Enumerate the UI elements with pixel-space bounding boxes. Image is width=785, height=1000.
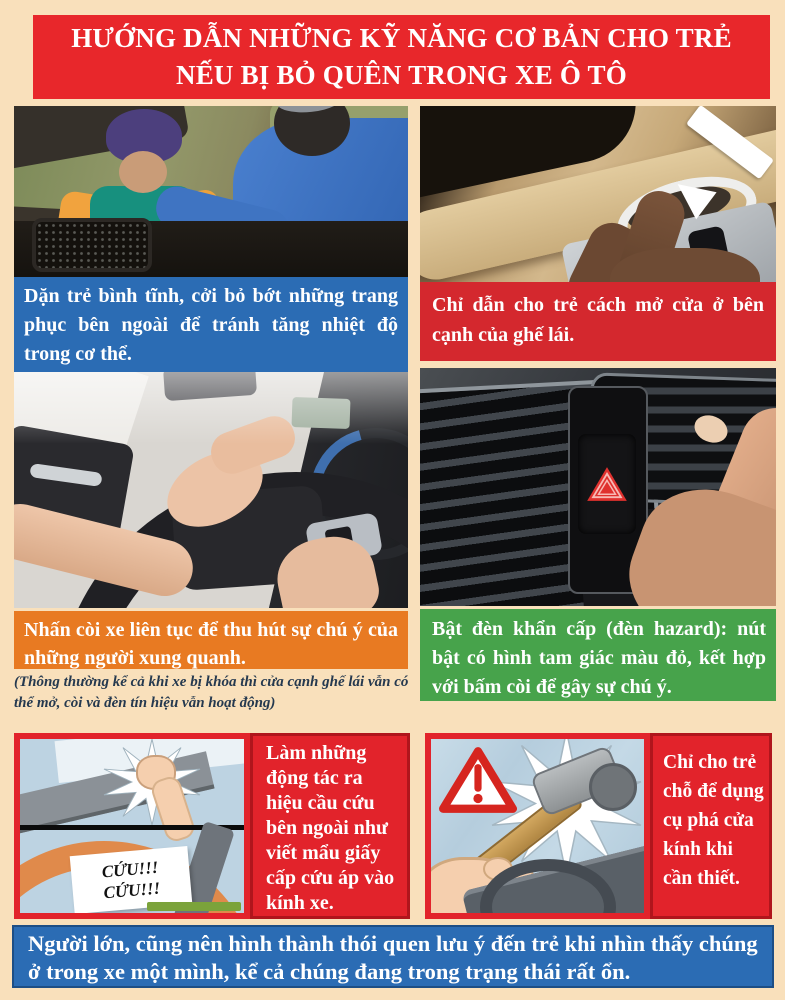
hazard-triangle-icon — [585, 464, 629, 504]
trunk-speaker-grille — [32, 218, 152, 272]
cartoon-break-glass — [425, 733, 650, 919]
photo-press-horn — [14, 372, 408, 608]
photo-door-switch — [420, 106, 776, 282]
caption-press-horn: Nhấn còi xe liên tục để thu hút sự chú ý của những người xung quanh. — [14, 611, 408, 669]
hammer-face — [589, 763, 637, 811]
caption-stay-calm: Dặn trẻ bình tĩnh, cởi bỏ bớt những trang phục bên ngoài để tránh tăng nhiệt độ trong cơ thể. — [14, 277, 408, 372]
caption-signal-for-help: Làm những động tác ra hiệu cầu cứu bên ngoài như viết mẩu giấy cấp cứu áp vào kính xe. — [250, 733, 410, 919]
title-line-1: HƯỚNG DẪN NHỮNG KỸ NĂNG CƠ BẢN CHO TRẺ — [71, 23, 732, 53]
caption-hazard-lights: Bật đèn khẩn cấp (đèn hazard): nút bật có hình tam giác màu đỏ, kết hợp với bấm còi để gây sự chú ý. — [420, 609, 776, 701]
photo-hazard-button — [420, 368, 776, 606]
caption-open-driver-door: Chỉ dẫn cho trẻ cách mở cửa ở bên cạnh của ghế lái. — [420, 282, 776, 361]
windshield-light — [14, 372, 408, 444]
footer-advice: Người lớn, cũng nên hình thành thói quen lưu ý đến trẻ khi nhìn thấy chúng ở trong xe một mình, kể cả chúng đang trong trạng thái rất ổn. — [12, 925, 774, 988]
title-line-2: NẾU BỊ BỎ QUÊN TRONG XE Ô TÔ — [176, 60, 627, 90]
child-face — [119, 151, 167, 193]
caption-break-glass-tool: Chỉ cho trẻ chỗ để dụng cụ phá cửa kính khi cần thiết. — [650, 733, 772, 919]
title-banner — [33, 15, 770, 99]
hazard-button — [578, 434, 636, 534]
note-text: (Thông thường kể cả khi xe bị khóa thì cửa cạnh ghế lái vẫn có thể mở, còi và đèn tín hiệu vẫn hoạt động) — [14, 674, 409, 711]
help-paper-line-1: CỨU!!! — [101, 857, 160, 882]
help-paper-line-2: CỨU!!! — [102, 878, 161, 903]
cartoon-signal-for-help — [14, 733, 250, 919]
warning-triangle-icon — [439, 745, 517, 815]
photo-child-removing-jacket — [14, 106, 408, 277]
watermark-strip — [147, 902, 241, 911]
